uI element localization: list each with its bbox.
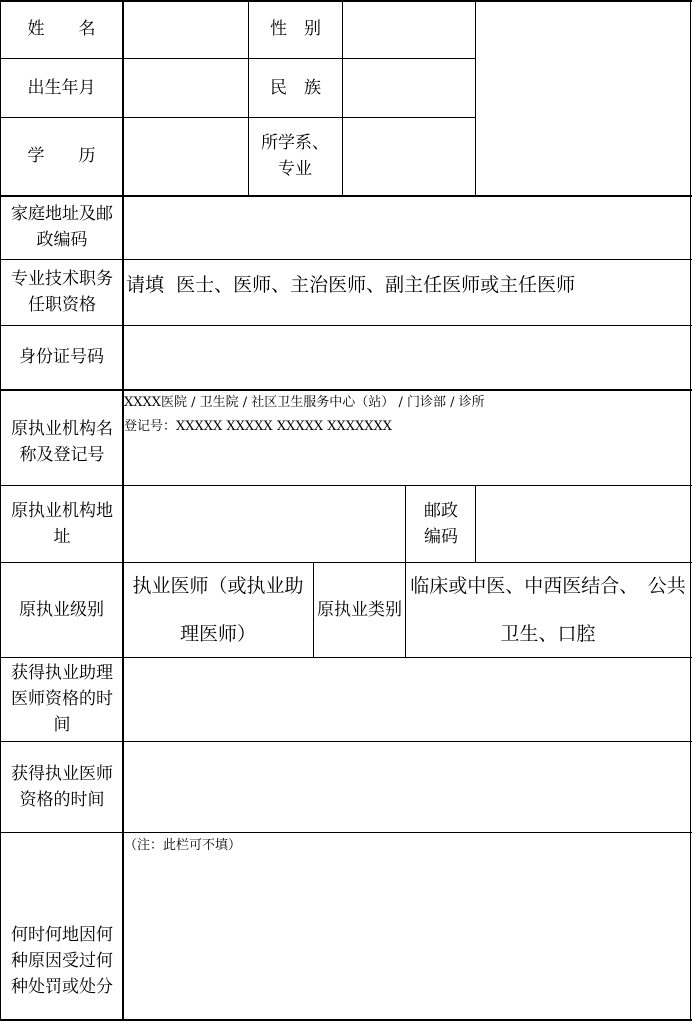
- assistant-time-label: 获得执业助理医师资格的时间: [11, 663, 113, 735]
- ethnicity-label: 民 族: [270, 77, 321, 98]
- orig-addr-label: 原执业机构地址: [11, 500, 113, 547]
- name-label: 姓 名: [27, 19, 96, 39]
- photo-area: [477, 2, 689, 194]
- orig-type-label: 原执业类别: [317, 599, 402, 620]
- education-label: 学 历: [27, 146, 96, 166]
- physician-time-field[interactable]: [124, 743, 689, 831]
- id-field[interactable]: [124, 327, 689, 388]
- address-label: 家庭地址及邮政编码: [11, 204, 113, 250]
- ethnicity-field[interactable]: [343, 60, 474, 116]
- gender-field[interactable]: [343, 2, 474, 57]
- id-label: 身份证号码: [19, 347, 104, 367]
- orig-org-value[interactable]: XXXX医院 / 卫生院 / 社区卫生服务中心（站） / 门诊部 / 诊所: [124, 395, 485, 410]
- education-field[interactable]: [124, 119, 247, 194]
- postal-field[interactable]: [477, 487, 689, 561]
- birth-label: 出生年月: [27, 77, 96, 98]
- gender-label: 性 别: [270, 19, 321, 39]
- penalty-label: 何时何地因何种原因受过何种处罚或处分: [11, 924, 113, 997]
- birth-field[interactable]: [124, 60, 247, 116]
- postal-label: 邮政编码: [424, 500, 458, 547]
- major-field[interactable]: [343, 119, 474, 194]
- title-value[interactable]: 请填 医士、医师、主治医师、副主任医师或主任医师: [126, 274, 576, 296]
- assistant-time-field[interactable]: [124, 659, 689, 740]
- orig-type-value[interactable]: 临床或中医、中西医结合、 公共卫生、口腔: [410, 575, 686, 645]
- orig-level-value[interactable]: 执业医师（或执业助理医师）: [132, 575, 304, 645]
- orig-org-reg[interactable]: 登记号：XXXXX XXXXX XXXXX XXXXXXX: [124, 419, 393, 434]
- orig-org-label: 原执业机构名称及登记号: [11, 419, 113, 465]
- orig-addr-field[interactable]: [124, 487, 404, 561]
- penalty-field[interactable]: [124, 858, 689, 1018]
- major-label: 所学系、专业: [261, 133, 329, 179]
- orig-level-label: 原执业级别: [19, 599, 104, 620]
- address-field[interactable]: [124, 197, 689, 258]
- penalty-note: （注：此栏可不填）: [124, 838, 242, 853]
- physician-time-label: 获得执业医师资格的时间: [11, 763, 113, 810]
- title-label: 专业技术职务任职资格: [11, 269, 113, 315]
- name-field[interactable]: [124, 2, 247, 57]
